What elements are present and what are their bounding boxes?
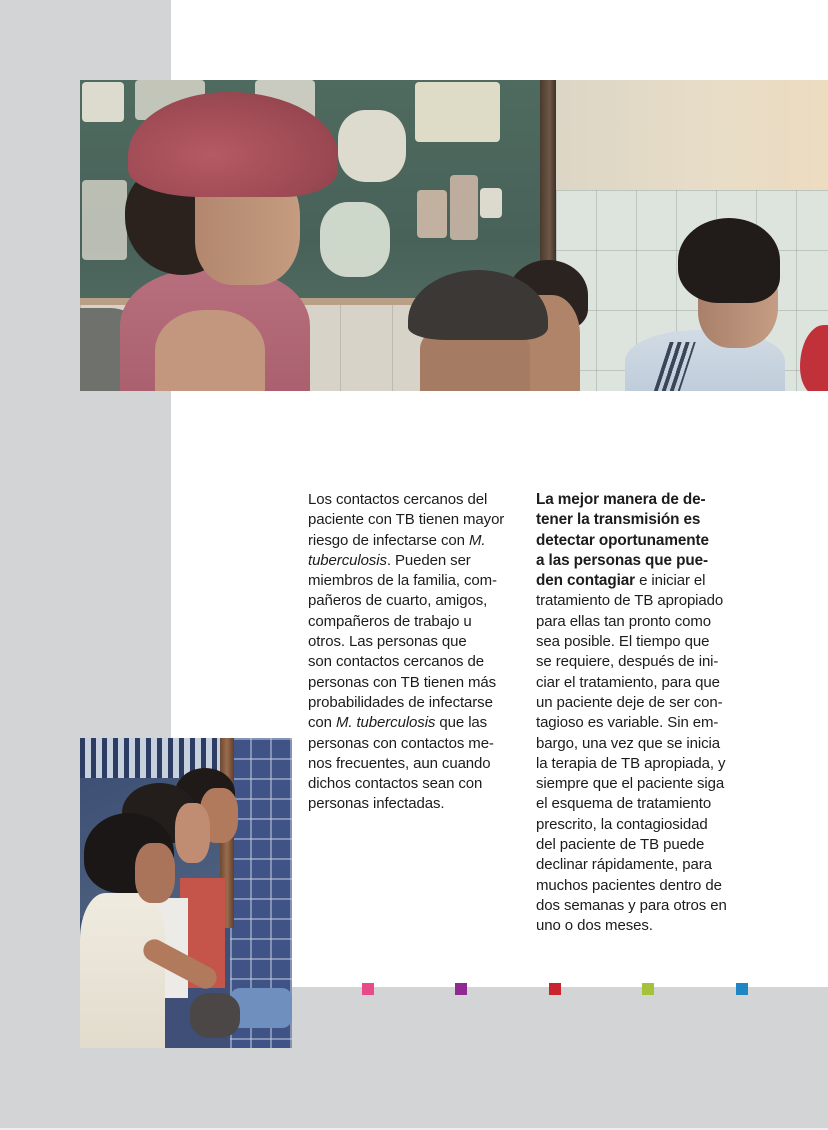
poster <box>480 188 502 218</box>
text-line <box>308 490 522 510</box>
text-line <box>308 754 522 774</box>
text: se requiere, después de ini- <box>536 653 719 671</box>
text-line <box>536 531 750 551</box>
text: siempre que el paciente siga <box>536 775 725 793</box>
text: e iniciar el <box>635 572 706 590</box>
bold-text: den contagiar <box>536 572 635 590</box>
text-line <box>308 794 522 814</box>
text: sea posible. El tiempo que <box>536 633 710 651</box>
text-line <box>536 510 750 530</box>
text-line <box>536 713 750 733</box>
man-hair <box>678 218 780 303</box>
poster <box>415 82 500 142</box>
text: uno o dos meses. <box>536 917 653 935</box>
green-square <box>642 983 654 995</box>
text: probabilidades de infectarse <box>308 693 493 711</box>
poster <box>417 190 447 238</box>
text-line <box>308 774 522 794</box>
text: . Pueden ser <box>386 551 471 569</box>
text: un paciente deje de ser con- <box>536 693 723 711</box>
text-line <box>536 734 750 754</box>
text: muchos pacientes dentro de <box>536 876 722 894</box>
text: tratamiento de TB apropiado <box>536 592 724 610</box>
bench-group-photo <box>80 738 292 1048</box>
text-line <box>308 571 522 591</box>
text: personas con contactos me- <box>308 734 494 752</box>
text: pañeros de cuarto, amigos, <box>308 592 488 610</box>
text-line <box>308 734 522 754</box>
text-line <box>308 652 522 672</box>
text-line <box>536 693 750 713</box>
text-line <box>536 815 750 835</box>
bag <box>190 993 240 1038</box>
text-line <box>536 490 750 510</box>
text-line <box>308 551 522 571</box>
text: son contactos cercanos de <box>308 653 484 671</box>
text-line <box>536 896 750 916</box>
text-line <box>536 673 750 693</box>
text: personas infectadas. <box>308 795 445 813</box>
text: nos frecuentes, aun cuando <box>308 754 491 772</box>
text-line <box>536 551 750 571</box>
right-paragraph <box>536 490 750 937</box>
text: ciar el tratamiento, para que <box>536 673 720 691</box>
text-line <box>536 612 750 632</box>
left-paragraph <box>308 490 522 815</box>
text: declinar rápidamente, para <box>536 856 712 874</box>
text-line <box>536 591 750 611</box>
poster <box>82 180 127 260</box>
poster <box>82 82 124 122</box>
text: bargo, una vez que se inicia <box>536 734 720 752</box>
text: paciente con TB tienen mayor <box>308 511 505 529</box>
bold-text: a las personas que pue- <box>536 551 708 569</box>
right-text-column <box>536 490 750 937</box>
text: que las <box>435 714 488 732</box>
classroom-photo <box>80 80 828 391</box>
blue-square <box>736 983 748 995</box>
text-line <box>308 612 522 632</box>
text-line <box>308 693 522 713</box>
poster <box>450 175 478 240</box>
person-face <box>135 843 175 903</box>
text-line <box>536 652 750 672</box>
text-line <box>308 591 522 611</box>
text-line <box>536 855 750 875</box>
red-square <box>549 983 561 995</box>
text: con <box>308 714 336 732</box>
text: miembros de la familia, com- <box>308 572 497 590</box>
text-line <box>536 571 750 591</box>
woman-shoulder <box>155 310 265 391</box>
text-line <box>536 916 750 936</box>
text: dichos contactos sean con <box>308 775 483 793</box>
text: la terapia de TB apropiada, y <box>536 754 726 772</box>
text-line <box>536 754 750 774</box>
text: el esquema de tratamiento <box>536 795 712 813</box>
person-face <box>175 803 210 863</box>
italic-text: tuberculosis <box>308 551 387 569</box>
italic-text: M. <box>468 531 486 549</box>
text: dos semanas y para otros en <box>536 896 727 914</box>
text: Los contactos cercanos del <box>308 491 488 508</box>
bold-text: La mejor manera de de- <box>536 491 706 508</box>
text-line <box>536 774 750 794</box>
bold-text: tener la transmisión es <box>536 511 701 529</box>
purple-square <box>455 983 467 995</box>
text-line <box>308 673 522 693</box>
text-line <box>536 835 750 855</box>
text: del paciente de TB puede <box>536 836 705 854</box>
poster <box>320 202 390 277</box>
upper-wall <box>556 80 828 190</box>
cream-shirt <box>80 893 165 1048</box>
text-line <box>308 632 522 652</box>
text: personas con TB tienen más <box>308 673 497 691</box>
text-line <box>308 510 522 530</box>
left-text-column <box>308 490 522 815</box>
text-line <box>536 876 750 896</box>
pink-square <box>362 983 374 995</box>
text: riesgo de infectarse con <box>308 531 469 549</box>
bold-text: detectar oportunamente <box>536 531 709 549</box>
text: tagioso es variable. Sin em- <box>536 714 719 732</box>
text: prescrito, la contagiosidad <box>536 815 708 833</box>
text-line <box>536 632 750 652</box>
text-line <box>308 531 522 551</box>
text-line <box>308 713 522 733</box>
poster <box>338 110 406 182</box>
text: otros. Las personas que <box>308 633 467 651</box>
text: para ellas tan pronto como <box>536 612 712 630</box>
text: compañeros de trabajo u <box>308 612 472 630</box>
text-line <box>536 794 750 814</box>
italic-text: M. tuberculosis <box>335 714 436 732</box>
